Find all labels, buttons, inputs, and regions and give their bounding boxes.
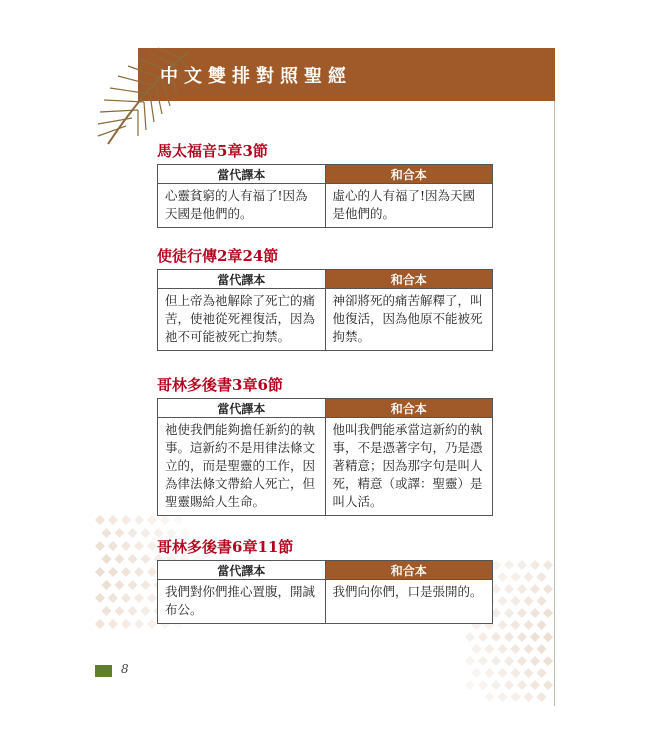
- decorative-diamond: [498, 668, 508, 678]
- decorative-diamond: [537, 668, 547, 678]
- ccv-text: 心靈貧窮的人有福了!因為天國是他們的。: [158, 184, 326, 228]
- decorative-diamond: [498, 620, 508, 630]
- decorative-diamond: [108, 619, 118, 629]
- cuv-text: 他叫我們能承當這新約的執事，不是憑著字句，乃是憑著精意；因為那字句是叫人死，精意（或譯：聖靈）是叫人活。: [325, 418, 493, 516]
- decorative-diamond: [102, 528, 112, 538]
- decorative-diamond: [147, 515, 157, 525]
- decorative-diamond: [504, 584, 514, 594]
- decorative-diamond: [517, 608, 527, 618]
- decorative-diamond: [115, 554, 125, 564]
- verse-reference: 哥林多後書3章6節: [157, 376, 283, 394]
- column-header-cuv: 和合本: [325, 270, 493, 289]
- decorative-diamond: [134, 541, 144, 551]
- decorative-diamond: [504, 632, 514, 642]
- column-header-cuv: 和合本: [325, 399, 493, 418]
- decorative-diamond: [543, 584, 553, 594]
- decorative-diamond: [472, 644, 482, 654]
- column-header-ccv: 當代譯本: [158, 270, 326, 289]
- column-header-ccv: 當代譯本: [158, 399, 326, 418]
- decorative-diamond: [102, 554, 112, 564]
- decorative-diamond: [511, 620, 521, 630]
- decorative-diamond: [121, 515, 131, 525]
- ccv-text: 祂使我們能夠擔任新約的執事。這新約不是用律法條文立的，而是聖靈的工作，因為律法條文帶給人死亡，但聖靈賜給人生命。: [158, 418, 326, 516]
- decorative-diamond: [537, 620, 547, 630]
- cuv-text: 神卻將死的痛苦解釋了，叫他復活，因為他原不能被死拘禁。: [325, 289, 493, 351]
- decorative-diamond: [141, 554, 151, 564]
- decorative-diamond: [504, 680, 514, 690]
- decorative-diamond: [517, 632, 527, 642]
- decorative-diamond: [134, 515, 144, 525]
- column-header-ccv: 當代譯本: [158, 561, 326, 580]
- ccv-text: 我們對你們推心置腹，開誠布公。: [158, 580, 326, 624]
- verse-reference: 馬太福音5章3節: [157, 142, 268, 160]
- column-header-cuv: 和合本: [325, 165, 493, 184]
- decorative-diamond: [517, 656, 527, 666]
- decorative-diamond: [543, 680, 553, 690]
- decorative-diamond: [95, 515, 105, 525]
- decorative-diamond: [537, 596, 547, 606]
- decorative-diamond: [465, 680, 475, 690]
- decorative-diamond: [543, 608, 553, 618]
- decorative-diamond: [128, 606, 138, 616]
- comparison-table: [157, 164, 493, 228]
- decorative-diamond: [524, 620, 534, 630]
- decorative-diamond: [95, 541, 105, 551]
- decorative-diamond: [102, 606, 112, 616]
- decorative-diamond: [543, 632, 553, 642]
- decorative-diamond: [478, 656, 488, 666]
- decorative-diamond: [511, 596, 521, 606]
- decorative-diamond: [517, 680, 527, 690]
- decorative-diamond: [95, 619, 105, 629]
- right-margin-rule: [554, 101, 555, 706]
- decorative-diamond: [524, 596, 534, 606]
- decorative-diamond: [498, 692, 508, 702]
- decorative-diamond: [504, 608, 514, 618]
- decorative-diamond: [491, 656, 501, 666]
- decorative-diamond: [517, 584, 527, 594]
- decorative-diamond: [511, 572, 521, 582]
- decorative-diamond: [108, 541, 118, 551]
- decorative-diamond: [504, 560, 514, 570]
- comparison-table: [157, 269, 493, 351]
- decorative-diamond: [141, 528, 151, 538]
- decorative-diamond: [537, 644, 547, 654]
- decorative-diamond: [128, 580, 138, 590]
- decorative-diamond: [491, 680, 501, 690]
- decorative-diamond: [485, 668, 495, 678]
- page-marker-bar: [95, 665, 112, 677]
- decorative-diamond: [128, 528, 138, 538]
- decorative-diamond: [147, 619, 157, 629]
- decorative-diamond: [543, 560, 553, 570]
- verse-section: [157, 536, 493, 624]
- decorative-diamond: [511, 644, 521, 654]
- decorative-diamond: [121, 619, 131, 629]
- decorative-diamond: [485, 692, 495, 702]
- decorative-diamond: [465, 632, 475, 642]
- decorative-diamond: [115, 528, 125, 538]
- column-header-cuv: 和合本: [325, 561, 493, 580]
- ccv-text: 但上帝為祂解除了死亡的痛苦，使祂從死裡復活，因為祂不可能被死亡拘禁。: [158, 289, 326, 351]
- decorative-diamond: [147, 593, 157, 603]
- decorative-diamond: [478, 632, 488, 642]
- decorative-diamond: [530, 632, 540, 642]
- decorative-diamond: [498, 644, 508, 654]
- decorative-diamond: [134, 593, 144, 603]
- page-number: 8: [121, 662, 129, 676]
- decorative-diamond: [511, 692, 521, 702]
- cuv-text: 虛心的人有福了!因為天國是他們的。: [325, 184, 493, 228]
- decorative-diamond: [115, 606, 125, 616]
- decorative-diamond: [160, 515, 170, 525]
- decorative-diamond: [530, 560, 540, 570]
- decorative-diamond: [530, 584, 540, 594]
- decorative-diamond: [530, 656, 540, 666]
- decorative-diamond: [524, 572, 534, 582]
- decorative-diamond: [524, 692, 534, 702]
- decorative-diamond: [537, 572, 547, 582]
- decorative-diamond: [173, 515, 183, 525]
- decorative-diamond: [134, 619, 144, 629]
- comparison-table: [157, 560, 493, 624]
- cuv-text: 我們向你們，口是張開的。: [325, 580, 493, 624]
- decorative-diamond: [472, 668, 482, 678]
- decorative-diamond: [498, 572, 508, 582]
- decorative-diamond: [147, 541, 157, 551]
- decorative-diamond: [147, 567, 157, 577]
- decorative-diamond: [524, 668, 534, 678]
- decorative-diamond: [121, 541, 131, 551]
- verse-section: [157, 140, 493, 228]
- decorative-diamond: [537, 692, 547, 702]
- decorative-diamond: [141, 606, 151, 616]
- decorative-diamond: [134, 567, 144, 577]
- comparison-table: [157, 398, 493, 516]
- decorative-diamond: [108, 593, 118, 603]
- decorative-diamond: [530, 608, 540, 618]
- decorative-diamond: [108, 567, 118, 577]
- verse-reference: 哥林多後書6章11節: [157, 538, 294, 556]
- decorative-diamond: [530, 680, 540, 690]
- decorative-diamond: [108, 515, 118, 525]
- decorative-diamond: [543, 656, 553, 666]
- verse-reference: 使徒行傳2章24節: [157, 247, 279, 265]
- column-header-ccv: 當代譯本: [158, 165, 326, 184]
- decorative-diamond: [121, 593, 131, 603]
- decorative-diamond: [511, 668, 521, 678]
- decorative-diamond: [491, 632, 501, 642]
- decorative-diamond: [141, 580, 151, 590]
- decorative-diamond: [524, 644, 534, 654]
- decorative-diamond: [95, 593, 105, 603]
- decorative-diamond: [504, 656, 514, 666]
- decorative-diamond: [498, 596, 508, 606]
- decorative-diamond: [121, 567, 131, 577]
- book-title: 中文雙排對照聖經: [160, 66, 352, 87]
- decorative-diamond: [95, 567, 105, 577]
- decorative-diamond: [115, 580, 125, 590]
- verse-section: [157, 374, 493, 516]
- decorative-diamond: [128, 554, 138, 564]
- decorative-diamond: [102, 580, 112, 590]
- decorative-diamond: [517, 560, 527, 570]
- decorative-diamond: [478, 680, 488, 690]
- verse-section: [157, 245, 493, 351]
- decorative-diamond: [465, 656, 475, 666]
- palm-leaf-icon: [88, 44, 198, 154]
- decorative-diamond: [485, 644, 495, 654]
